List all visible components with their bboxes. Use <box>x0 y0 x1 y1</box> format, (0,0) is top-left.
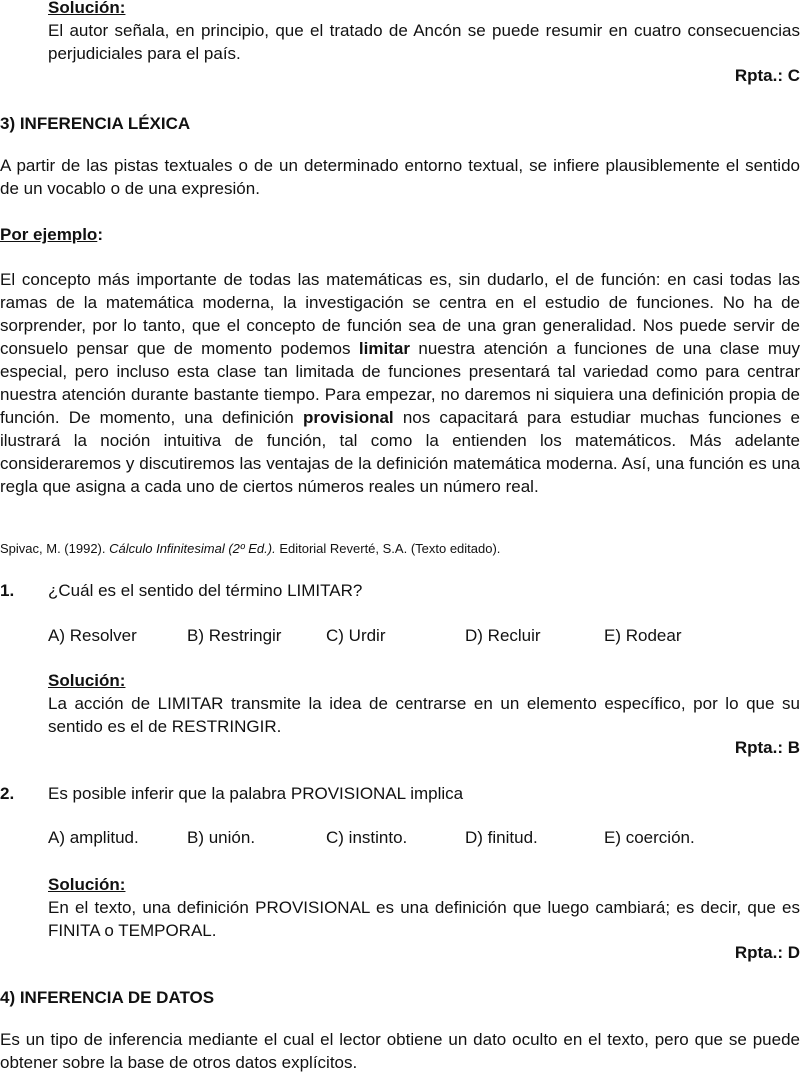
option-c[interactable]: C) Urdir <box>326 626 386 645</box>
solution-text: El autor señala, en principio, que el tratado de Ancón se puede resumir en cuatro consecuencias perjudiciales para el país. <box>48 21 800 63</box>
solution-title: Solución: <box>48 0 126 17</box>
question-number: 2. <box>0 784 15 803</box>
question-number: 1. <box>0 581 15 600</box>
option-b[interactable]: B) Restringir <box>187 626 282 645</box>
question-1-options <box>0 624 800 647</box>
question-2 <box>0 782 800 805</box>
answer-label: Rpta.: D <box>734 943 800 962</box>
section-heading: 4) INFERENCIA DE DATOS <box>0 988 215 1007</box>
option-e[interactable]: E) Rodear <box>604 626 682 645</box>
question-1 <box>0 579 800 602</box>
solution-title: Solución: <box>48 875 126 894</box>
example-colon: : <box>97 225 103 244</box>
section-intro: A partir de las pistas textuales o de un determinado entorno textual, se infiere plausiblemente el sentido de un vocablo o de una expresión. <box>0 156 800 198</box>
answer-label: Rpta.: C <box>734 66 800 85</box>
option-b[interactable]: B) unión. <box>187 828 256 847</box>
option-d[interactable]: D) Recluir <box>465 626 541 645</box>
section-intro: Es un tipo de inferencia mediante el cual el lector obtiene un dato oculto en el texto, pero que se puede obtener sobre la base de otros datos explícitos. <box>0 1030 800 1072</box>
answer-label: Rpta.: B <box>734 738 800 757</box>
keyword-limitar: limitar <box>358 339 410 358</box>
passage-part-1: El concepto más importante de todas las matemáticas es, sin dudarlo, el de función: en casi todas las ramas de la matemática moderna, la investigación se centra en el estudio de funciones. No ha de sorprender, por lo tanto, que el concepto de función sea de una gran generalidad. Nos puede servir de consuelo pensar que de momento podemos <box>0 270 800 358</box>
passage-part-3: nos capacitará para estudiar muchas funciones e ilustrará la noción intuitiva de función, tal como la entienden los matemáticos. Más adelante consideraremos y discutiremos las ventajas de la definición matemática moderna. Así, una función es una regla que asigna a cada uno de ciertos números reales un número real. <box>0 408 800 496</box>
option-e[interactable]: E) coerción. <box>604 828 695 847</box>
passage <box>0 268 800 498</box>
solution-text: En el texto, una definición PROVISIONAL es una definición que luego cambiará; es decir, que es FINITA o TEMPORAL. <box>48 898 800 940</box>
solution-title: Solución: <box>48 671 126 690</box>
keyword-provisional: provisional <box>302 408 394 427</box>
solution-text: La acción de LIMITAR transmite la idea de centrarse en un elemento específico, por lo que su sentido es el de RESTRINGIR. <box>48 694 800 736</box>
option-d[interactable]: D) finitud. <box>465 828 538 847</box>
example-label <box>0 223 800 246</box>
option-a[interactable]: A) Resolver <box>48 626 137 645</box>
question-text: ¿Cuál es el sentido del término LIMITAR? <box>48 581 363 600</box>
option-c[interactable]: C) instinto. <box>326 828 408 847</box>
passage-part-2: nuestra atención a funciones de una clase muy especial, pero incluso esta clase tan limitada de funciones presentará tal variedad como para centrar nuestra atención durante bastante tiempo. Para empezar, no daremos ni siquiera una definición propia de función. De momento, una definición <box>0 339 800 427</box>
option-a[interactable]: A) amplitud. <box>48 828 139 847</box>
citation-author: Spivac, M. (1992). <box>0 541 110 556</box>
section-heading: 3) INFERENCIA LÉXICA <box>0 114 191 133</box>
citation-title: Cálculo Infinitesimal (2º Ed.). <box>109 541 276 556</box>
question-2-options <box>0 826 800 849</box>
question-text: Es posible inferir que la palabra PROVISIONAL implica <box>48 784 464 803</box>
citation-publisher: Editorial Reverté, S.A. (Texto editado). <box>275 541 501 556</box>
citation <box>0 540 800 558</box>
example-label-text: Por ejemplo <box>0 225 98 244</box>
